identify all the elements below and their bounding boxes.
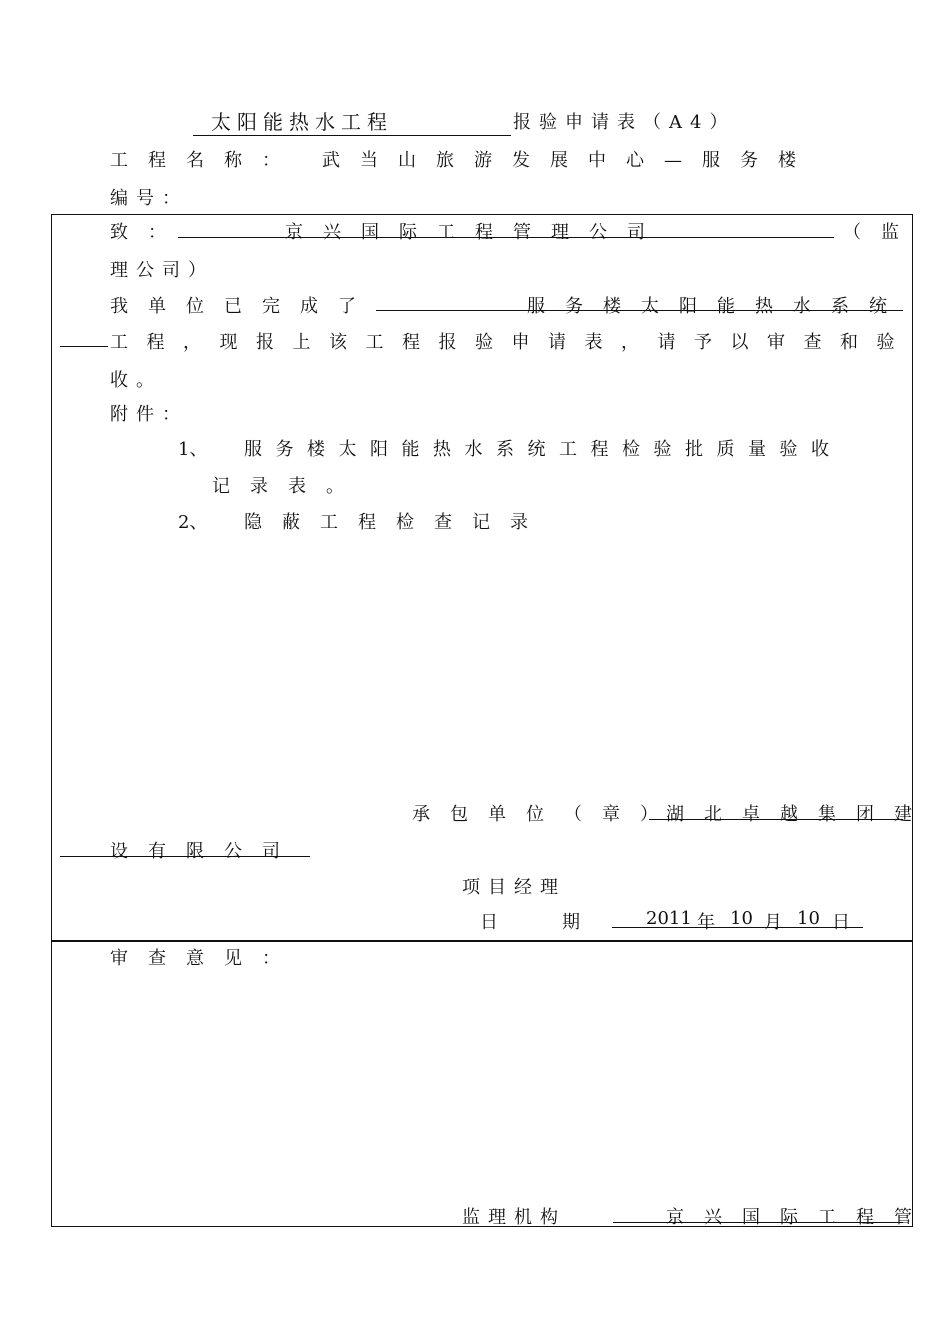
date-month-unit: 月 [764, 912, 782, 933]
attachments-label: 附件： [110, 404, 188, 425]
date-year-unit: 年 [697, 912, 715, 933]
review-section [51, 940, 913, 1227]
attachment-2-text: 隐蔽工程检查记录 [244, 512, 548, 533]
to-label: 致： [110, 222, 186, 243]
date-year: 2011 [646, 908, 692, 929]
date-day-unit: 日 [832, 912, 850, 933]
title-suffix: 报验申请表（A4） [513, 112, 736, 133]
supervision-agency-label: 监理机构 [462, 1207, 566, 1228]
date-month: 10 [730, 908, 753, 929]
continuation-underline [60, 346, 108, 347]
date-day: 10 [797, 908, 820, 929]
supervision-agency-value: 京兴国际工程管 [666, 1207, 932, 1228]
date-label-1: 日 [480, 912, 498, 933]
project-name-label: 工程名称： [110, 150, 300, 171]
attachment-2-number: 2、 [178, 512, 208, 533]
submission-line: 工程，现报上该工程报验申请表，请予以审查和验 [110, 332, 913, 353]
contractor-label: 承包单位（章） [412, 804, 678, 825]
supervisor-company: 京兴国际工程管理公司 [285, 222, 665, 243]
contractor-value-2: 设有限公司 [110, 841, 300, 862]
date-label-2: 期 [562, 912, 580, 933]
number-label: 编号： [110, 188, 188, 209]
attachment-1-text-2: 记录表。 [212, 476, 364, 497]
supervisor-suffix-2: 理公司） [110, 260, 214, 281]
project-name-value: 武当山旅游发展中心—服务楼 [322, 150, 816, 171]
project-manager-label: 项目经理 [462, 877, 566, 898]
completed-prefix: 我单位已完成了 [110, 296, 376, 317]
contractor-value: 湖北卓越集团建 [666, 804, 932, 825]
title-project: 太阳能热水工程 [193, 106, 511, 136]
attachment-1-number: 1、 [178, 439, 208, 460]
supervisor-suffix: （监 [843, 222, 919, 243]
submission-line-end: 收。 [110, 370, 162, 391]
review-opinion-label: 审查意见： [110, 948, 300, 969]
completed-item: 服务楼太阳能热水系统 [527, 296, 907, 317]
application-section [51, 214, 913, 942]
title-project-wrapper [193, 106, 511, 136]
attachment-1-text: 服务楼太阳能热水系统工程检验批质量验收 [244, 439, 843, 460]
